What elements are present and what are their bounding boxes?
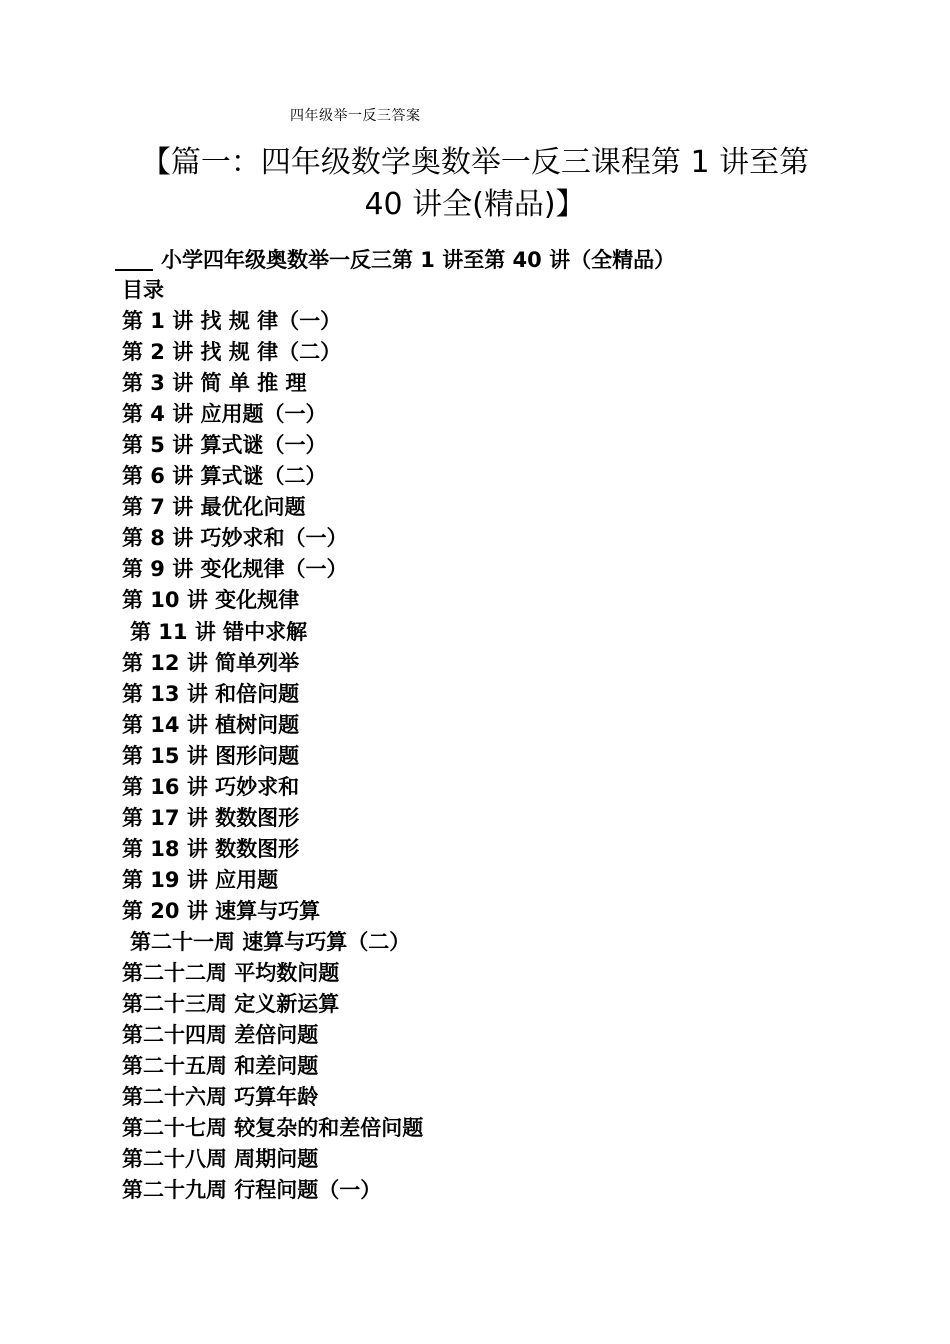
document-subtitle xyxy=(115,244,675,274)
toc-item: 第二十五周 和差问题 xyxy=(122,1054,319,1079)
toc-heading: 目录 xyxy=(122,278,164,302)
toc-item: 第 6 讲 算式谜（二） xyxy=(122,464,327,489)
toc-item: 第 12 讲 简单列举 xyxy=(122,650,300,675)
toc-item: 第 20 讲 速算与巧算 xyxy=(122,898,321,923)
toc-item: 第 7 讲 最优化问题 xyxy=(122,495,306,520)
toc-item: 第 11 讲 错中求解 xyxy=(130,619,308,644)
table-of-contents xyxy=(122,275,423,1206)
toc-item: 第二十三周 定义新运算 xyxy=(122,992,340,1017)
toc-item: 第 4 讲 应用题（一） xyxy=(122,402,327,427)
toc-item: 第 19 讲 应用题 xyxy=(122,867,279,892)
toc-item: 第二十七周 较复杂的和差倍问题 xyxy=(122,1116,424,1141)
toc-item: 第 5 讲 算式谜（一） xyxy=(122,433,327,458)
toc-item: 第 14 讲 植树问题 xyxy=(122,712,300,737)
toc-item: 第 2 讲 找 规 律（二） xyxy=(122,340,342,365)
toc-item: 第 3 讲 简 单 推 理 xyxy=(122,371,307,396)
toc-item: 第二十八周 周期问题 xyxy=(122,1147,319,1172)
toc-item: 第二十一周 速算与巧算（二） xyxy=(130,929,411,954)
toc-item: 第 17 讲 数数图形 xyxy=(122,805,300,830)
toc-item: 第 18 讲 数数图形 xyxy=(122,836,300,861)
toc-item: 第 1 讲 找 规 律（一） xyxy=(122,309,342,334)
toc-item: 第 9 讲 变化规律（一） xyxy=(122,557,348,582)
toc-item: 第 10 讲 变化规律 xyxy=(122,588,300,613)
toc-item: 第二十六周 巧算年龄 xyxy=(122,1085,319,1110)
document-title: 【篇一：四年级数学奥数举一反三课程第 1 讲至第 40 讲全(精品)】 xyxy=(140,145,810,222)
page-header: 四年级举一反三答案 xyxy=(290,108,421,124)
toc-item: 第 16 讲 巧妙求和 xyxy=(122,774,300,799)
subtitle-text: 小学四年级奥数举一反三第 1 讲至第 40 讲（全精品） xyxy=(161,248,676,272)
toc-item: 第二十九周 行程问题（一） xyxy=(122,1178,382,1203)
underline-blank xyxy=(115,269,153,271)
toc-item: 第 15 讲 图形问题 xyxy=(122,743,300,768)
toc-item: 第 13 讲 和倍问题 xyxy=(122,681,300,706)
toc-item: 第二十四周 差倍问题 xyxy=(122,1023,319,1048)
toc-item: 第 8 讲 巧妙求和（一） xyxy=(122,526,348,551)
toc-item: 第二十二周 平均数问题 xyxy=(122,961,340,986)
